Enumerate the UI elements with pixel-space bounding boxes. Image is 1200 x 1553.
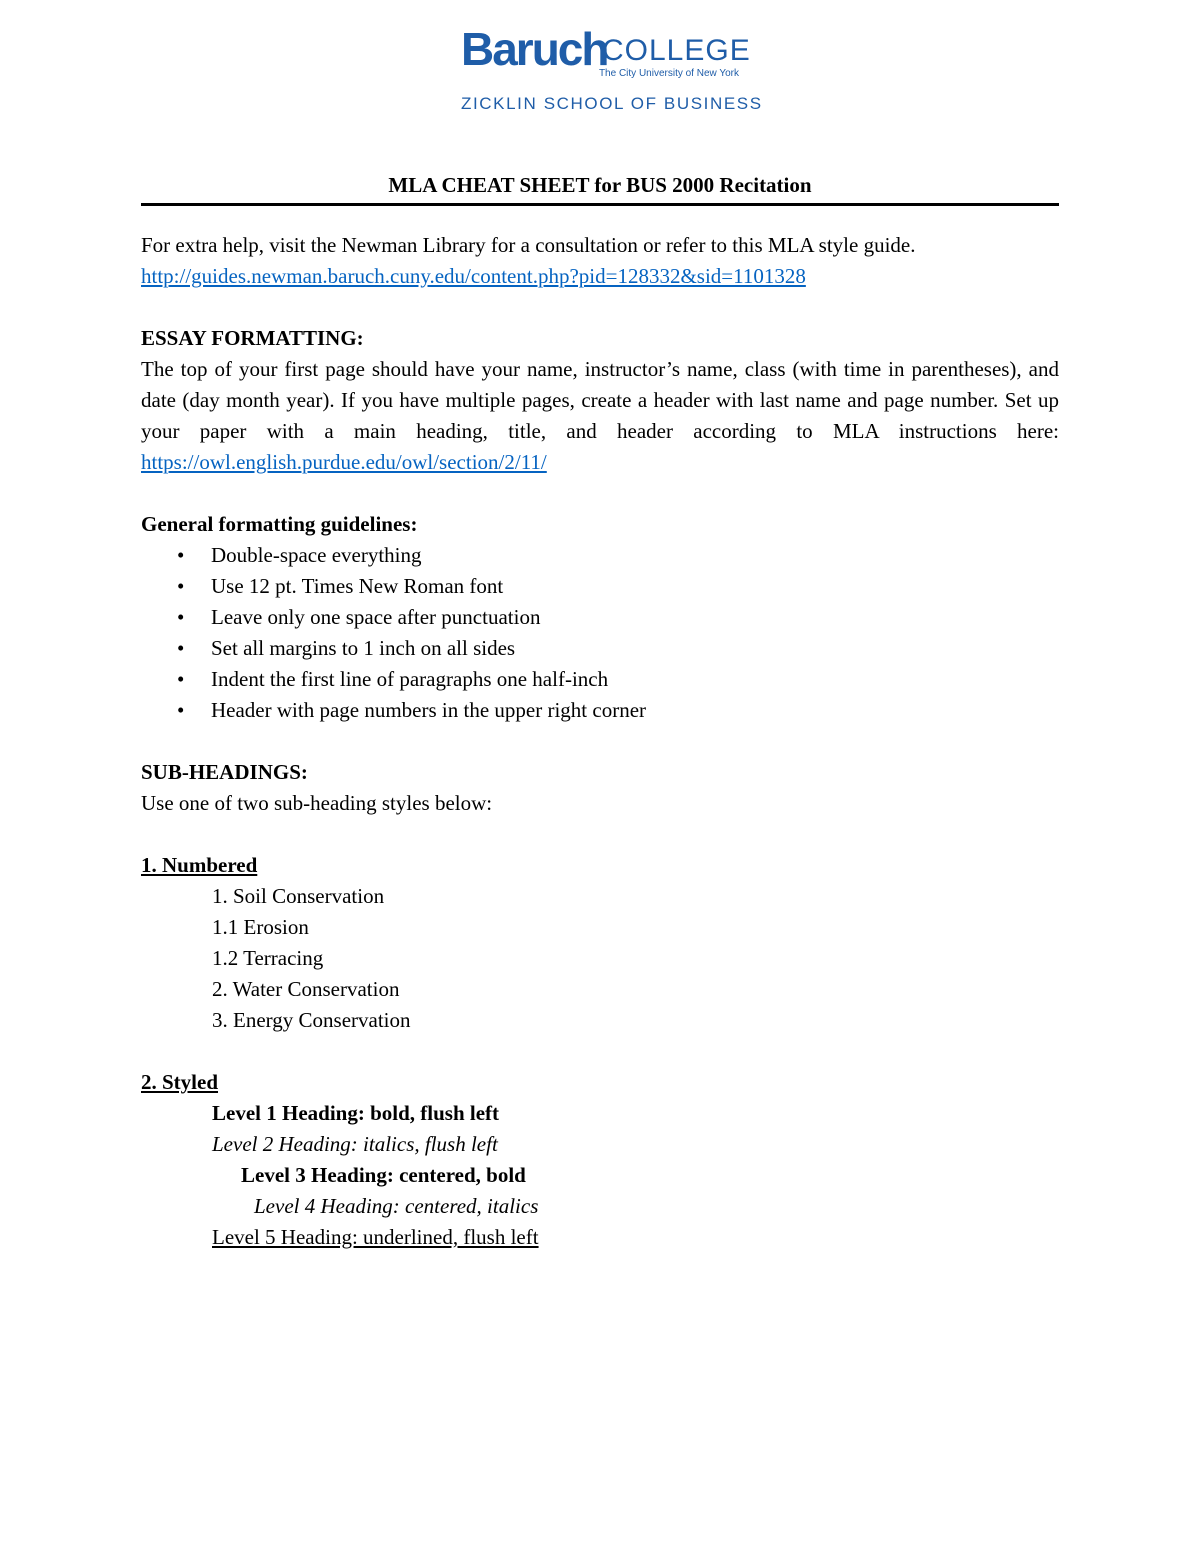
logo-cuny-tagline: The City University of New York — [598, 68, 739, 79]
list-item: 1.1 Erosion — [212, 915, 309, 939]
logo-school-name: ZICKLIN SCHOOL OF BUSINESS — [461, 94, 763, 113]
level-5-heading-example: Level 5 Heading: underlined, flush left — [212, 1225, 539, 1249]
bullet-icon: • — [177, 698, 185, 722]
essay-formatting-heading: ESSAY FORMATTING: — [141, 326, 364, 350]
list-item: 2. Water Conservation — [212, 977, 400, 1001]
document-body — [141, 170, 1059, 1253]
bullet-icon: • — [177, 574, 185, 598]
list-item-text: Use 12 pt. Times New Roman font — [211, 574, 504, 598]
list-item-text: Double-space everything — [211, 543, 422, 567]
list-item — [141, 602, 1059, 633]
bullet-icon: • — [177, 636, 185, 660]
essay-formatting-paragraph — [141, 354, 1059, 478]
level-1-heading-example: Level 1 Heading: bold, flush left — [212, 1101, 500, 1125]
list-item-text: Leave only one space after punctuation — [211, 605, 541, 629]
list-item: 3. Energy Conservation — [212, 1008, 411, 1032]
intro-paragraph — [141, 230, 1059, 261]
styled-example-list — [141, 1098, 1059, 1253]
essay-formatting-text: The top of your first page should have your name, instructor’s name, class (with time in parentheses), and date (day month year). If you have multiple pages, create a header with last name and page number. Set up your paper with a main heading, title, and header according to MLA instructions here: — [141, 357, 1059, 443]
baruch-college-logo — [461, 23, 763, 114]
intro-text: For extra help, visit the Newman Library for a consultation or refer to this MLA style guide. — [141, 233, 916, 257]
bullet-icon: • — [177, 605, 185, 629]
list-item — [141, 633, 1059, 664]
general-guidelines-heading: General formatting guidelines: — [141, 512, 418, 536]
list-item — [141, 695, 1059, 726]
list-item — [141, 571, 1059, 602]
intro-link-line — [141, 261, 1059, 292]
general-guidelines-list — [141, 540, 1059, 726]
level-2-heading-example: Level 2 Heading: italics, flush left — [212, 1132, 498, 1156]
numbered-example-list — [141, 881, 1059, 1036]
list-item — [141, 540, 1059, 571]
bullet-icon: • — [177, 667, 185, 691]
logo-college-wordmark: COLLEGE — [602, 34, 751, 67]
style-guide-link[interactable]: http://guides.newman.baruch.cuny.edu/content.php?pid=128332&sid=1101328 — [141, 264, 806, 288]
list-item — [141, 664, 1059, 695]
sub-headings-heading: SUB-HEADINGS: — [141, 760, 308, 784]
list-item: 1. Soil Conservation — [212, 884, 385, 908]
list-item-text: Set all margins to 1 inch on all sides — [211, 636, 516, 660]
numbered-style-heading: 1. Numbered — [141, 853, 258, 877]
level-4-heading-example: Level 4 Heading: centered, italics — [254, 1194, 539, 1218]
owl-purdue-link[interactable]: https://owl.english.purdue.edu/owl/section/2/11/ — [141, 450, 547, 474]
bullet-icon: • — [177, 543, 185, 567]
list-item: 1.2 Terracing — [212, 946, 324, 970]
logo-baruch-wordmark: Baruch — [461, 23, 608, 75]
sub-headings-intro: Use one of two sub-heading styles below: — [141, 791, 493, 815]
document-title: MLA CHEAT SHEET for BUS 2000 Recitation — [141, 170, 1059, 206]
list-item-text: Indent the first line of paragraphs one half-inch — [211, 667, 609, 691]
styled-style-heading: 2. Styled — [141, 1070, 219, 1094]
list-item-text: Header with page numbers in the upper right corner — [211, 698, 647, 722]
level-3-heading-example: Level 3 Heading: centered, bold — [241, 1163, 526, 1187]
